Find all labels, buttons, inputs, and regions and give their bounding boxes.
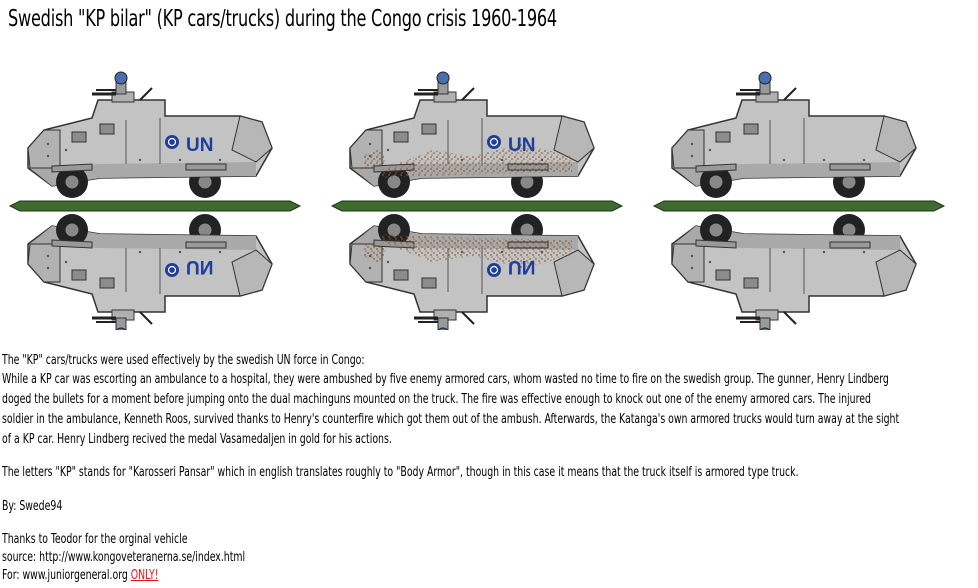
only-link[interactable]: ONLY! — [130, 568, 159, 583]
story-line-1: While a KP car was escorting an ambulance to a hospital, they were ambushed by five enemy armored cars, whom wasted no time to fire on the swedish group. The gunner, Henry Lindberg — [2, 372, 889, 387]
for-line — [2, 566, 938, 587]
letters-text: The letters "KP" stands for "Karosseri Pansar" which in english translates roughly to "Body Armor", though in this case it means that the truck itself is armored type truck. — [2, 465, 799, 480]
source-text: source: http://www.kongoveteranerna.se/index.html — [2, 550, 246, 565]
page-title: Swedish "KP bilar" (KP cars/trucks) during the Congo crisis 1960-1964 — [8, 6, 557, 32]
story-line-3: soldier in the ambulance, Kenneth Roos, survived thanks to Henry's counterfire which got them out of the ambush. Afterwards, the Katanga's own armored trucks would turn away at the sight — [2, 412, 900, 427]
story-line-4: of a KP car. Henry Lindberg recived the medal Vasamedaljen in gold for his actions. — [2, 432, 392, 447]
intro-text: The "KP" cars/trucks were used effectively by the swedish UN force in Congo: — [2, 353, 365, 368]
vehicle-counter-un-weathered — [332, 72, 622, 330]
vehicle-counter-plain — [654, 72, 944, 330]
vehicle-artwork — [0, 60, 978, 330]
vehicle-counter-un-clean — [10, 72, 300, 330]
for-prefix: For: www.juniorgeneral.org — [2, 568, 131, 583]
story-line-2: doged the bullets for a moment before jumping onto the dual machinguns mounted on the truck. The fire was effective enough to knock out one of the enemy armored cars. The injured — [2, 392, 871, 407]
thanks-text: Thanks to Teodor for the orginal vehicle — [2, 532, 188, 547]
author-credit: By: Swede94 — [2, 499, 63, 514]
